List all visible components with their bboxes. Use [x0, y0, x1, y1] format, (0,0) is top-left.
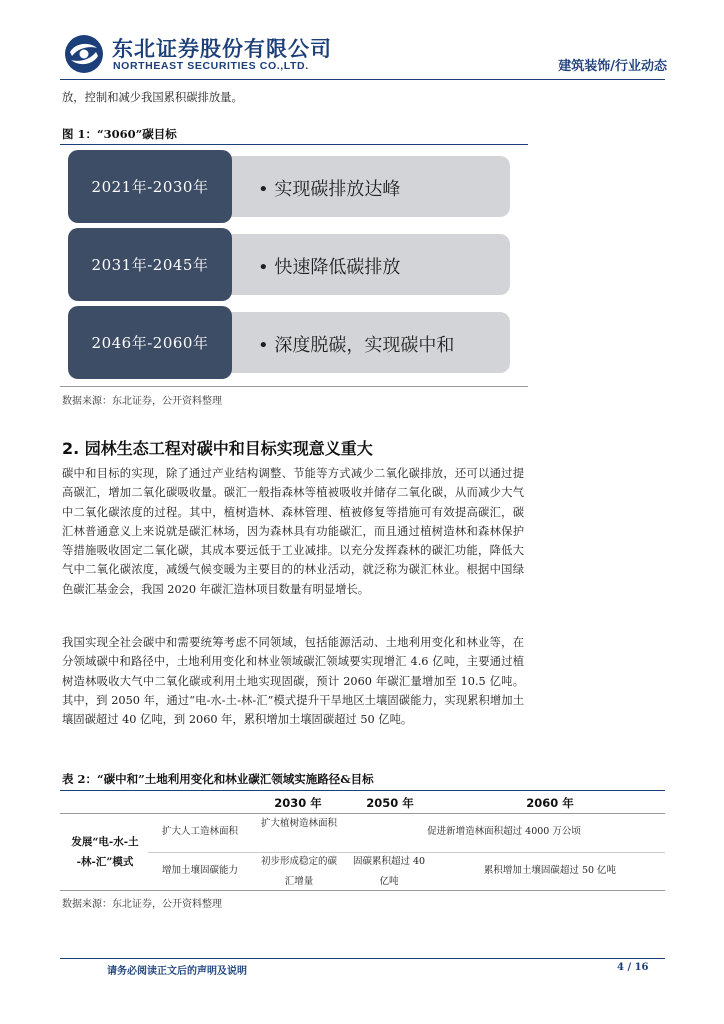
figure-source: 数据来源：东北证券，公开资料整理	[62, 396, 222, 407]
goal-text-3: • 深度脱碳，实现碳中和	[258, 335, 455, 356]
intro-text: 放，控制和减少我国累积碳排放量。	[62, 91, 243, 104]
report-category: 建筑装饰/行业动态	[558, 59, 667, 74]
table-header-2050: 2050 年	[366, 796, 414, 810]
table-cell-2060-2: 累积增加土壤固碳超过 50 亿吨	[483, 865, 617, 876]
table-bottom-rule	[60, 890, 665, 891]
table-caption: 表 2：“碳中和”土地利用变化和林业碳汇领域实施路径&目标	[62, 772, 374, 786]
goal-text-2: • 快速降低碳排放	[258, 257, 401, 278]
table-source: 数据来源：东北证券，公开资料整理	[62, 899, 222, 910]
section-title: 2. 园林生态工程对碳中和目标实现意义重大	[62, 439, 373, 458]
page-number: 4 / 16	[617, 962, 649, 973]
table-header-2030: 2030 年	[274, 796, 322, 810]
table-cell-2050-2: 固碳累积超过 40 亿吨	[352, 856, 426, 887]
body-paragraph-1: 碳中和目标的实现，除了通过产业结构调整、节能等方式减少二氧化碳排放，还可以通过提高碳汇，增加二氧化碳吸收量。碳汇一般指森林等植被吸收并储存二氧化碳，从而减少大气中二氧化碳浓度的过程。其中，植树造林、森林管理、植被修复等措施可有效提高碳汇，碳汇林普通意义上来说就是碳汇林场，因为森林具有功能碳汇，而且通过植树造林和森林保护等措施吸收固定二氧化碳，其成本要远低于工业减排。以充分发挥森林的碳汇功能，降低大气中二氧化碳浓度，减缓气候变暖为主要目的的林业活动，就泛称为碳汇林业。根据中国绿色碳汇基金会，我国 2020 年碳汇造林项目数量有明显增长。	[62, 467, 524, 596]
period-box-3: 2046年-2060年	[68, 306, 232, 379]
table-row-label-line-1: 发展“电-水-土	[71, 836, 139, 848]
table-header-2060: 2060 年	[526, 796, 574, 810]
table-cell-2050-2060-1: 促进新增造林面积超过 4000 万公顷	[427, 826, 581, 837]
table-cell-item-2: 增加土壤固碳能力	[161, 865, 238, 876]
period-box-2: 2031年-2045年	[68, 228, 232, 301]
table-cell-item-1: 扩大人工造林面积	[161, 826, 238, 837]
table-top-rule	[60, 790, 665, 791]
company-logo-icon	[64, 34, 104, 74]
table-header-rule	[60, 813, 665, 814]
footer-disclaimer: 请务必阅读正文后的声明及说明	[107, 966, 247, 977]
figure-top-rule	[60, 144, 528, 145]
period-box-1: 2021年-2030年	[68, 150, 232, 223]
figure-bottom-rule	[60, 386, 528, 387]
header-divider	[60, 79, 665, 80]
company-name-en: NORTHEAST SECURITIES CO.,LTD.	[113, 60, 309, 72]
body-paragraph-2: 我国实现全社会碳中和需要统筹考虑不同领域，包括能源活动、土地利用变化和林业等，在分领域碳中和路径中，土地利用变化和林业领域碳汇领域要实现增汇 4.6 亿吨，主要通过植树造林吸收大气中二氧化碳或利用土地实现固碳，预计 2060 年碳汇量增加至 10.5 亿吨。其中，到 2050 年，通过“电-水-土-林-汇”模式提升干旱地区土壤固碳能力，实现累积增加土壤固碳超过 40 亿吨，到 2060 年，累积增加土壤固碳超过 50 亿吨。	[62, 636, 524, 727]
footer-divider	[60, 958, 665, 959]
company-name-cn: 东北证券股份有限公司	[112, 37, 332, 61]
figure-caption: 图 1：“3060”碳目标	[62, 127, 177, 141]
table-row-label-line-2: -林-汇”模式	[76, 856, 134, 868]
table-cell-2030-1: 扩大植树造林面积	[260, 818, 337, 829]
goal-text-1: • 实现碳排放达峰	[258, 179, 401, 200]
table-cell-2030-2: 初步形成稳定的碳汇增量	[260, 856, 337, 887]
